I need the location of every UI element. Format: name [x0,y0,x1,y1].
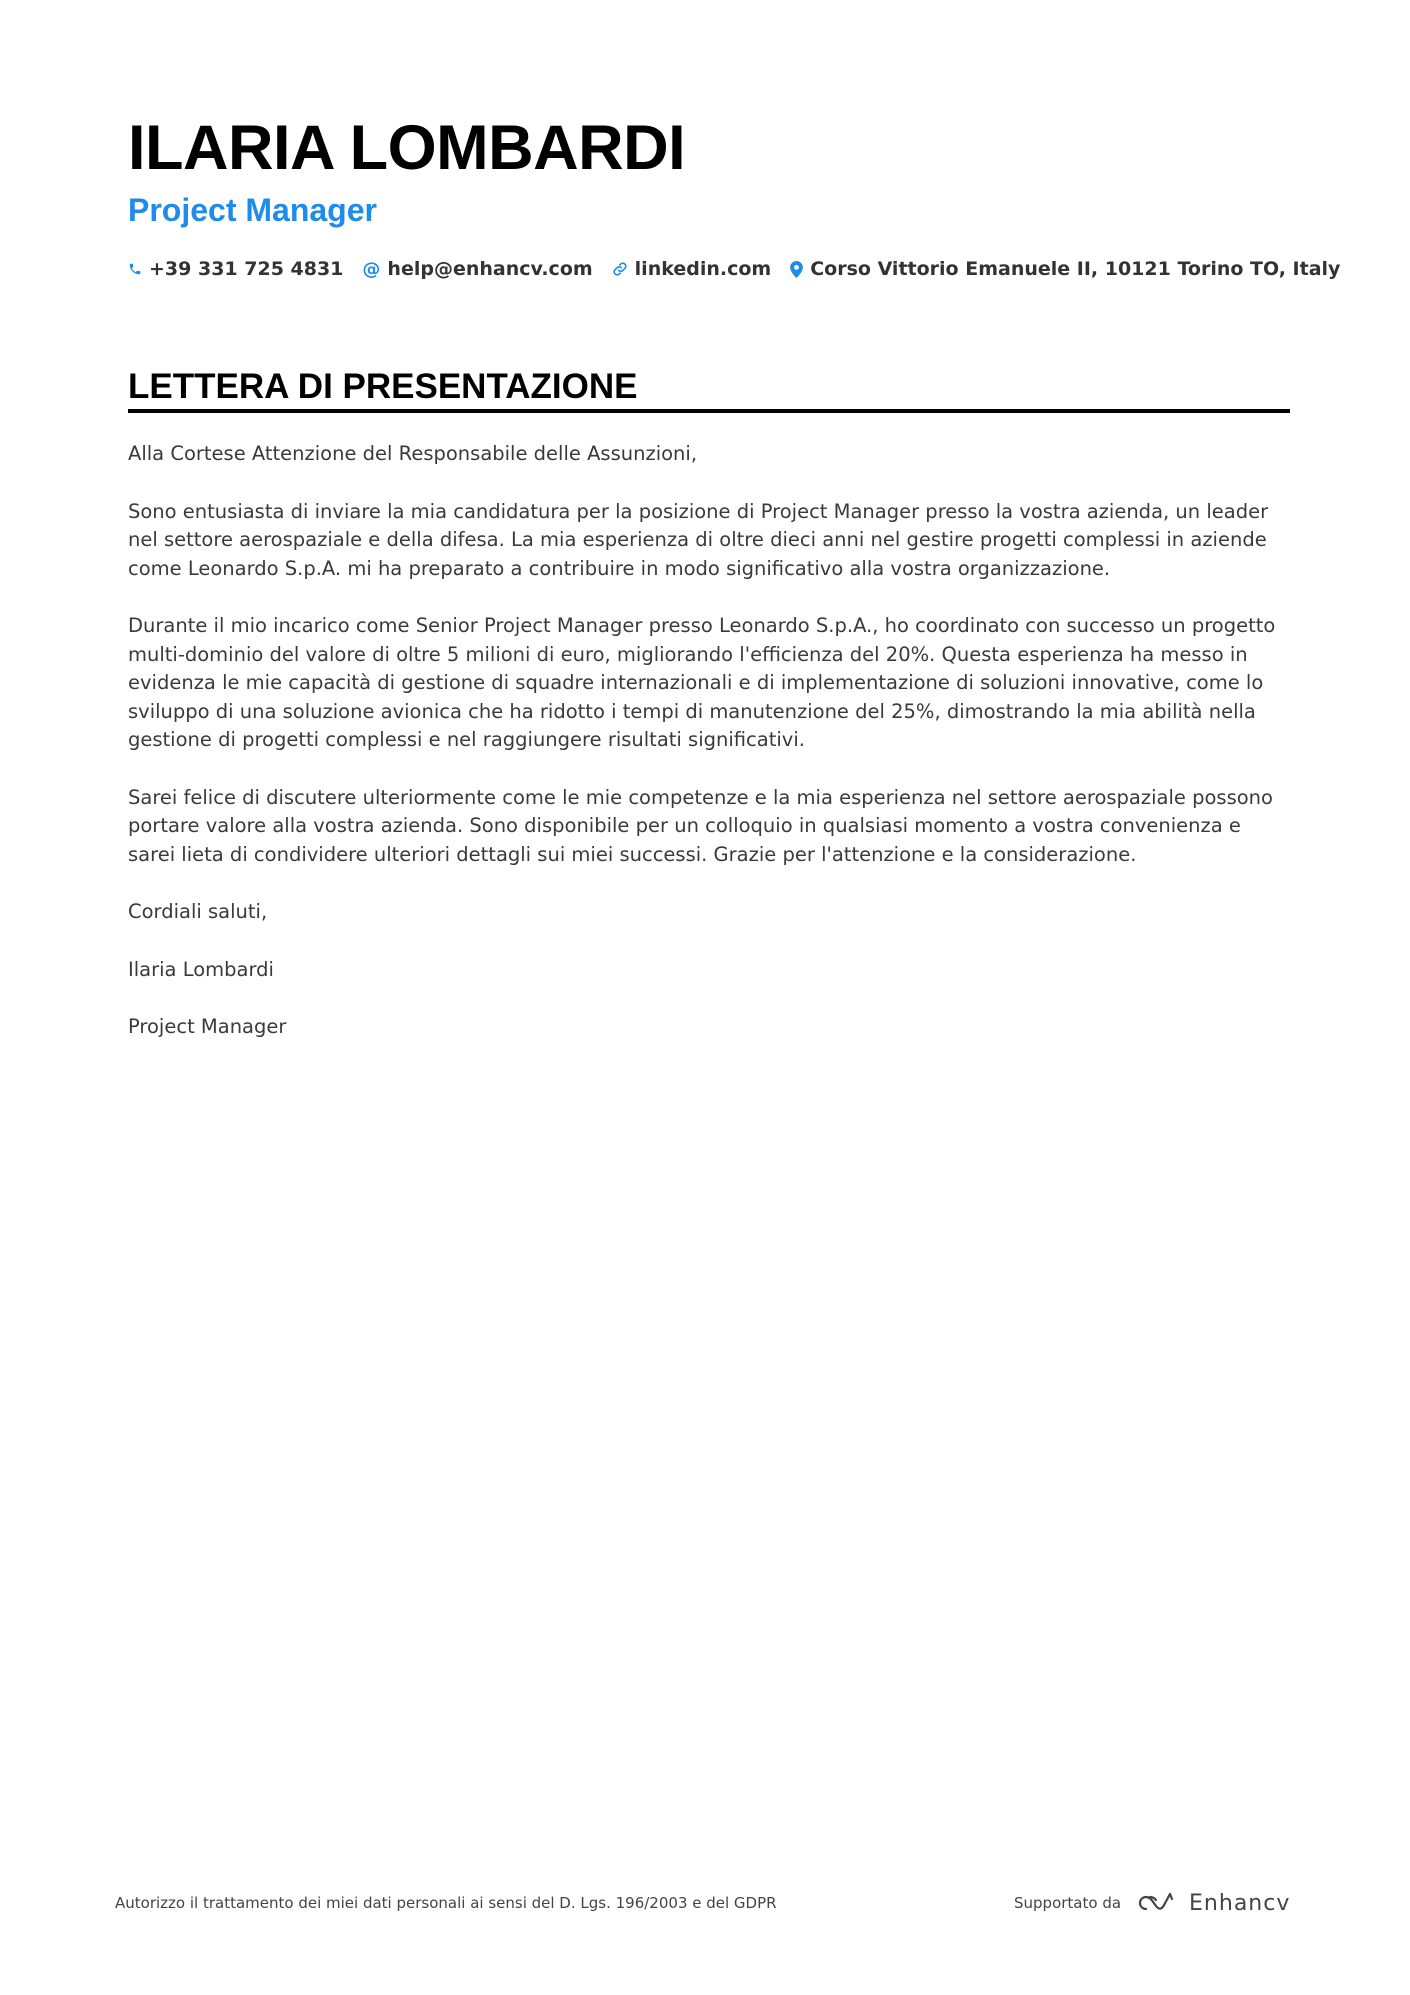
email-address: help@enhancv.com [387,258,593,280]
powered-by-label: Supportato da [1014,1894,1122,1912]
at-icon: @ [362,258,381,280]
letter-paragraph: Sono entusiasta di inviare la mia candidatura per la posizione di Project Manager presso la vostra azienda, un leader nel settore aerospaziale e della difesa. La mia esperienza di oltre dieci anni nel gestire progetti complessi in aziende come Leonardo S.p.A. mi ha preparato a contribuire in modo significativo alla vostra organizzazione. [128,499,1269,580]
phone-icon [128,262,142,276]
contact-location [790,258,1340,280]
contact-email[interactable] [362,258,592,280]
powered-by[interactable] [1014,1886,1290,1920]
address: Corso Vittorio Emanuele II, 10121 Torino TO, Italy [810,258,1341,280]
section-divider [128,409,1290,413]
brand-name: Enhancv [1189,1890,1291,1916]
job-title: Project Manager [128,192,377,228]
letter-paragraph: Durante il mio incarico come Senior Project Manager presso Leonardo S.p.A., ho coordinato con successo un progetto multi-dominio del valore di oltre 5 milioni di euro, migliorando l'efficienza del 20%. Questa esperienza ha messo in evidenza le mie capacità di gestione di squadre internazionali e di implementazione di soluzioni innovative, come lo sviluppo di una soluzione avionica che ha ridotto i tempi di manutenzione del 25%, dimostrando la mia abilità nella gestione di progetti complessi e nel raggiungere risultati significativi. [128,614,1276,751]
signature-name: Ilaria Lombardi [128,957,274,981]
contact-phone[interactable] [128,258,343,280]
linkedin-url: linkedin.com [634,258,772,280]
letter-closing: Cordiali saluti, [128,900,268,923]
link-icon [612,261,628,277]
section-title: LETTERA DI PRESENTAZIONE [128,367,638,406]
signature-title: Project Manager [128,1015,287,1038]
phone-number: +39 331 725 4831 [149,258,344,280]
letter-paragraph: Sarei felice di discutere ulteriormente come le mie competenze e la mia esperienza nel settore aerospaziale possono portare valore alla vostra azienda. Sono disponibile per un colloquio in qualsiasi momento a vostra convenienza e sarei lieta di condividere ulteriori dettagli sui miei successi. Grazie per l'attenzione e la considerazione. [128,785,1273,866]
contact-bar [128,254,1359,284]
enhancv-logo-icon [1133,1890,1179,1916]
location-pin-icon [790,261,803,278]
privacy-consent: Autorizzo il trattamento dei miei dati personali ai sensi del D. Lgs. 196/2003 e del GDPR [115,1894,777,1912]
letter-greeting: Alla Cortese Attenzione del Responsabile delle Assunzioni, [128,442,698,465]
contact-link[interactable] [612,258,772,280]
candidate-name: ILARIA LOMBARDI [128,113,686,183]
letter-body [128,440,1290,1071]
